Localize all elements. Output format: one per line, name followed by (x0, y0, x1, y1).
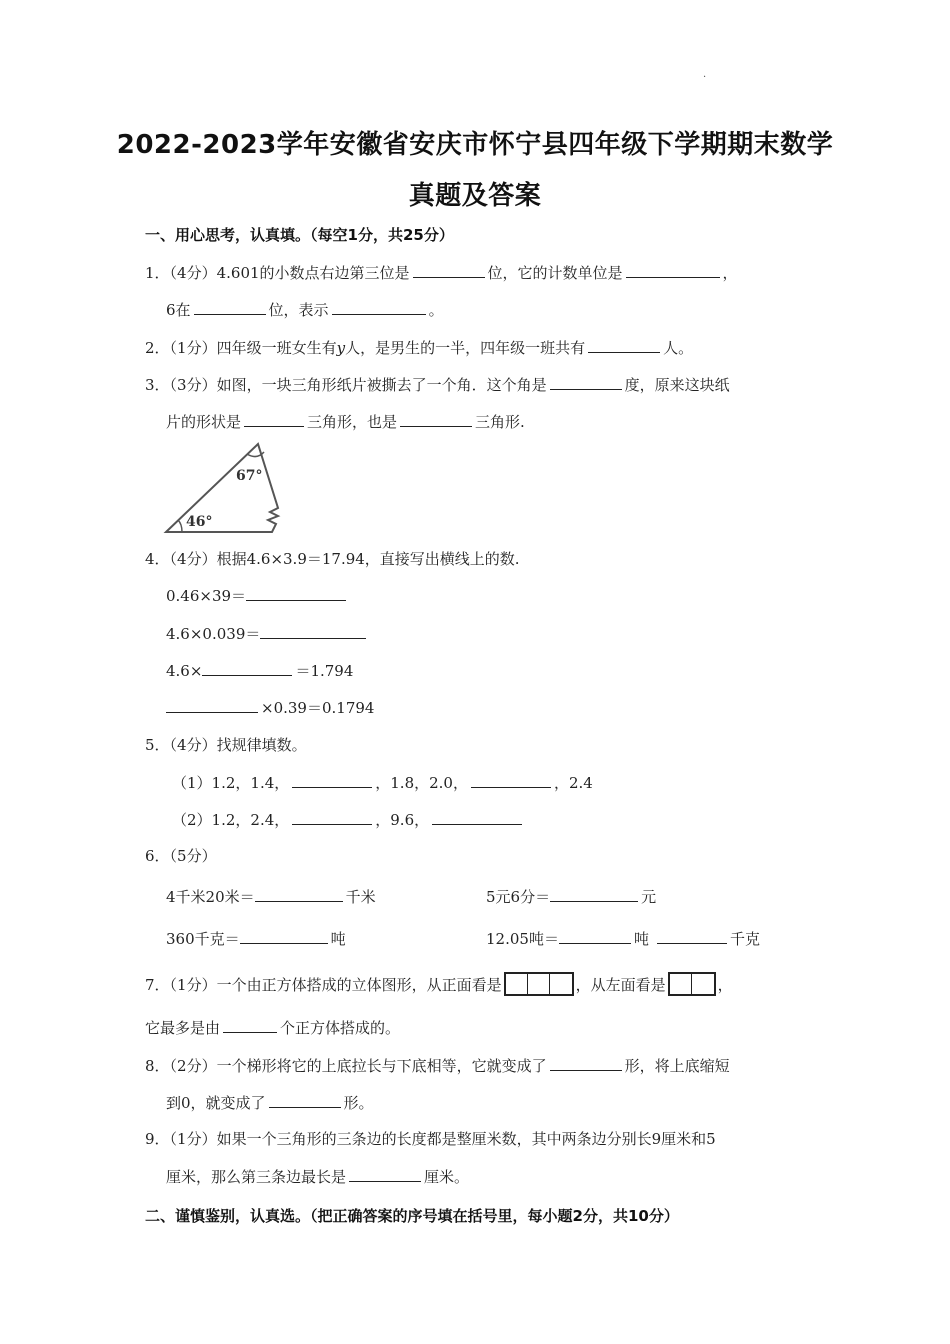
answer-blank[interactable] (269, 1092, 341, 1108)
question-9-line-2: 厘米，那么第三条边最长是 厘米。 (166, 1168, 470, 1186)
angle-label-top: 67° (236, 468, 263, 484)
question-8-line-2: 到0，就变成了 形。 (166, 1094, 374, 1112)
question-5-intro: 5．（4分）找规律填数。 (145, 736, 307, 754)
answer-blank[interactable] (657, 928, 727, 944)
answer-blank[interactable] (349, 1166, 421, 1182)
page-title: 2022-2023学年安徽省安庆市怀宁县四年级下学期期末数学 (116, 130, 834, 160)
answer-blank[interactable] (244, 411, 304, 427)
question-3-line-2: 片的形状是 三角形，也是 三角形. (166, 413, 525, 431)
question-5-sequence-2: （2）1.2，2.4， ，9.6， (172, 809, 525, 830)
section-1-heading: 一、用心思考，认真填。（每空1分，共25分） (145, 226, 454, 244)
question-8-line-1: 8．（2分）一个梯形将它的上底拉长与下底相等，它就变成了 形，将上底缩短 (145, 1057, 730, 1075)
page-title-line2: 真题及答案 (408, 181, 542, 211)
answer-blank[interactable] (413, 262, 485, 278)
question-4-expr-1: 0.46×39＝ (166, 585, 349, 606)
answer-blank[interactable] (588, 337, 660, 353)
question-3-line-1: 3．（3分）如图，一块三角形纸片被撕去了一个角．这个角是 度，原来这块纸 (145, 376, 730, 394)
answer-blank[interactable] (432, 809, 522, 825)
torn-triangle-figure (160, 440, 290, 536)
answer-blank[interactable] (240, 928, 328, 944)
question-4-expr-4: ×0.39＝0.1794 (166, 697, 374, 718)
section-2-heading: 二、谨慎鉴别，认真选。（把正确答案的序号填在括号里，每小题2分，共10分） (145, 1207, 679, 1225)
angle-arc-bottom (178, 520, 182, 532)
answer-blank[interactable] (260, 623, 366, 639)
answer-blank[interactable] (400, 411, 472, 427)
question-4-intro: 4．（4分）根据4.6×3.9＝17.94，直接写出横线上的数. (145, 550, 520, 568)
answer-blank[interactable] (246, 585, 346, 601)
answer-blank[interactable] (166, 697, 258, 713)
question-7-line-1: 7．（1分）一个由正方体搭成的立体图形，从正面看是 ，从左面看是 ， (145, 974, 733, 998)
triangle-outline (166, 444, 278, 532)
answer-blank[interactable] (292, 772, 372, 788)
answer-blank[interactable] (471, 772, 551, 788)
question-2: 2．（1分）四年级一班女生有y人，是男生的一半，四年级一班共有 人。 (145, 339, 694, 357)
scan-mark: · (703, 72, 707, 83)
answer-blank[interactable] (255, 886, 343, 902)
question-9-line-1: 9．（1分）如果一个三角形的三条边的长度都是整厘米数，其中两条边分别长9厘米和5 (145, 1130, 716, 1148)
answer-blank[interactable] (550, 374, 622, 390)
answer-blank[interactable] (550, 886, 638, 902)
answer-blank[interactable] (626, 262, 720, 278)
question-6-item-c: 360千克＝ 吨 (166, 930, 346, 948)
question-4-expr-3: 4.6× ＝1.794 (166, 662, 354, 680)
answer-blank[interactable] (559, 928, 631, 944)
question-6-item-b: 5元6分＝ 元 (486, 888, 657, 906)
answer-blank[interactable] (223, 1017, 277, 1033)
answer-blank[interactable] (202, 660, 292, 676)
left-view-figure (668, 972, 716, 996)
front-view-figure (504, 972, 574, 996)
angle-label-bottom: 46° (186, 514, 213, 530)
answer-blank[interactable] (550, 1055, 622, 1071)
question-4-expr-2: 4.6×0.039＝ (166, 623, 369, 644)
answer-blank[interactable] (332, 299, 426, 315)
question-7-line-2: 它最多是由 个正方体搭成的。 (145, 1019, 401, 1037)
question-5-sequence-1: （1）1.2，1.4， ，1.8，2.0， ，2.4 (172, 774, 593, 792)
question-1-line-1: 1．（4分）4.601的小数点右边第三位是 位，它的计数单位是 ， (145, 264, 738, 282)
question-6-intro: 6．（5分） (145, 847, 217, 865)
question-6-item-a: 4千米20米＝ 千米 (166, 888, 376, 906)
answer-blank[interactable] (194, 299, 266, 315)
question-6-item-d: 12.05吨＝ 吨 千克 (486, 930, 760, 948)
answer-blank[interactable] (292, 809, 372, 825)
question-1-line-2: 6在 位，表示 。 (166, 301, 444, 319)
